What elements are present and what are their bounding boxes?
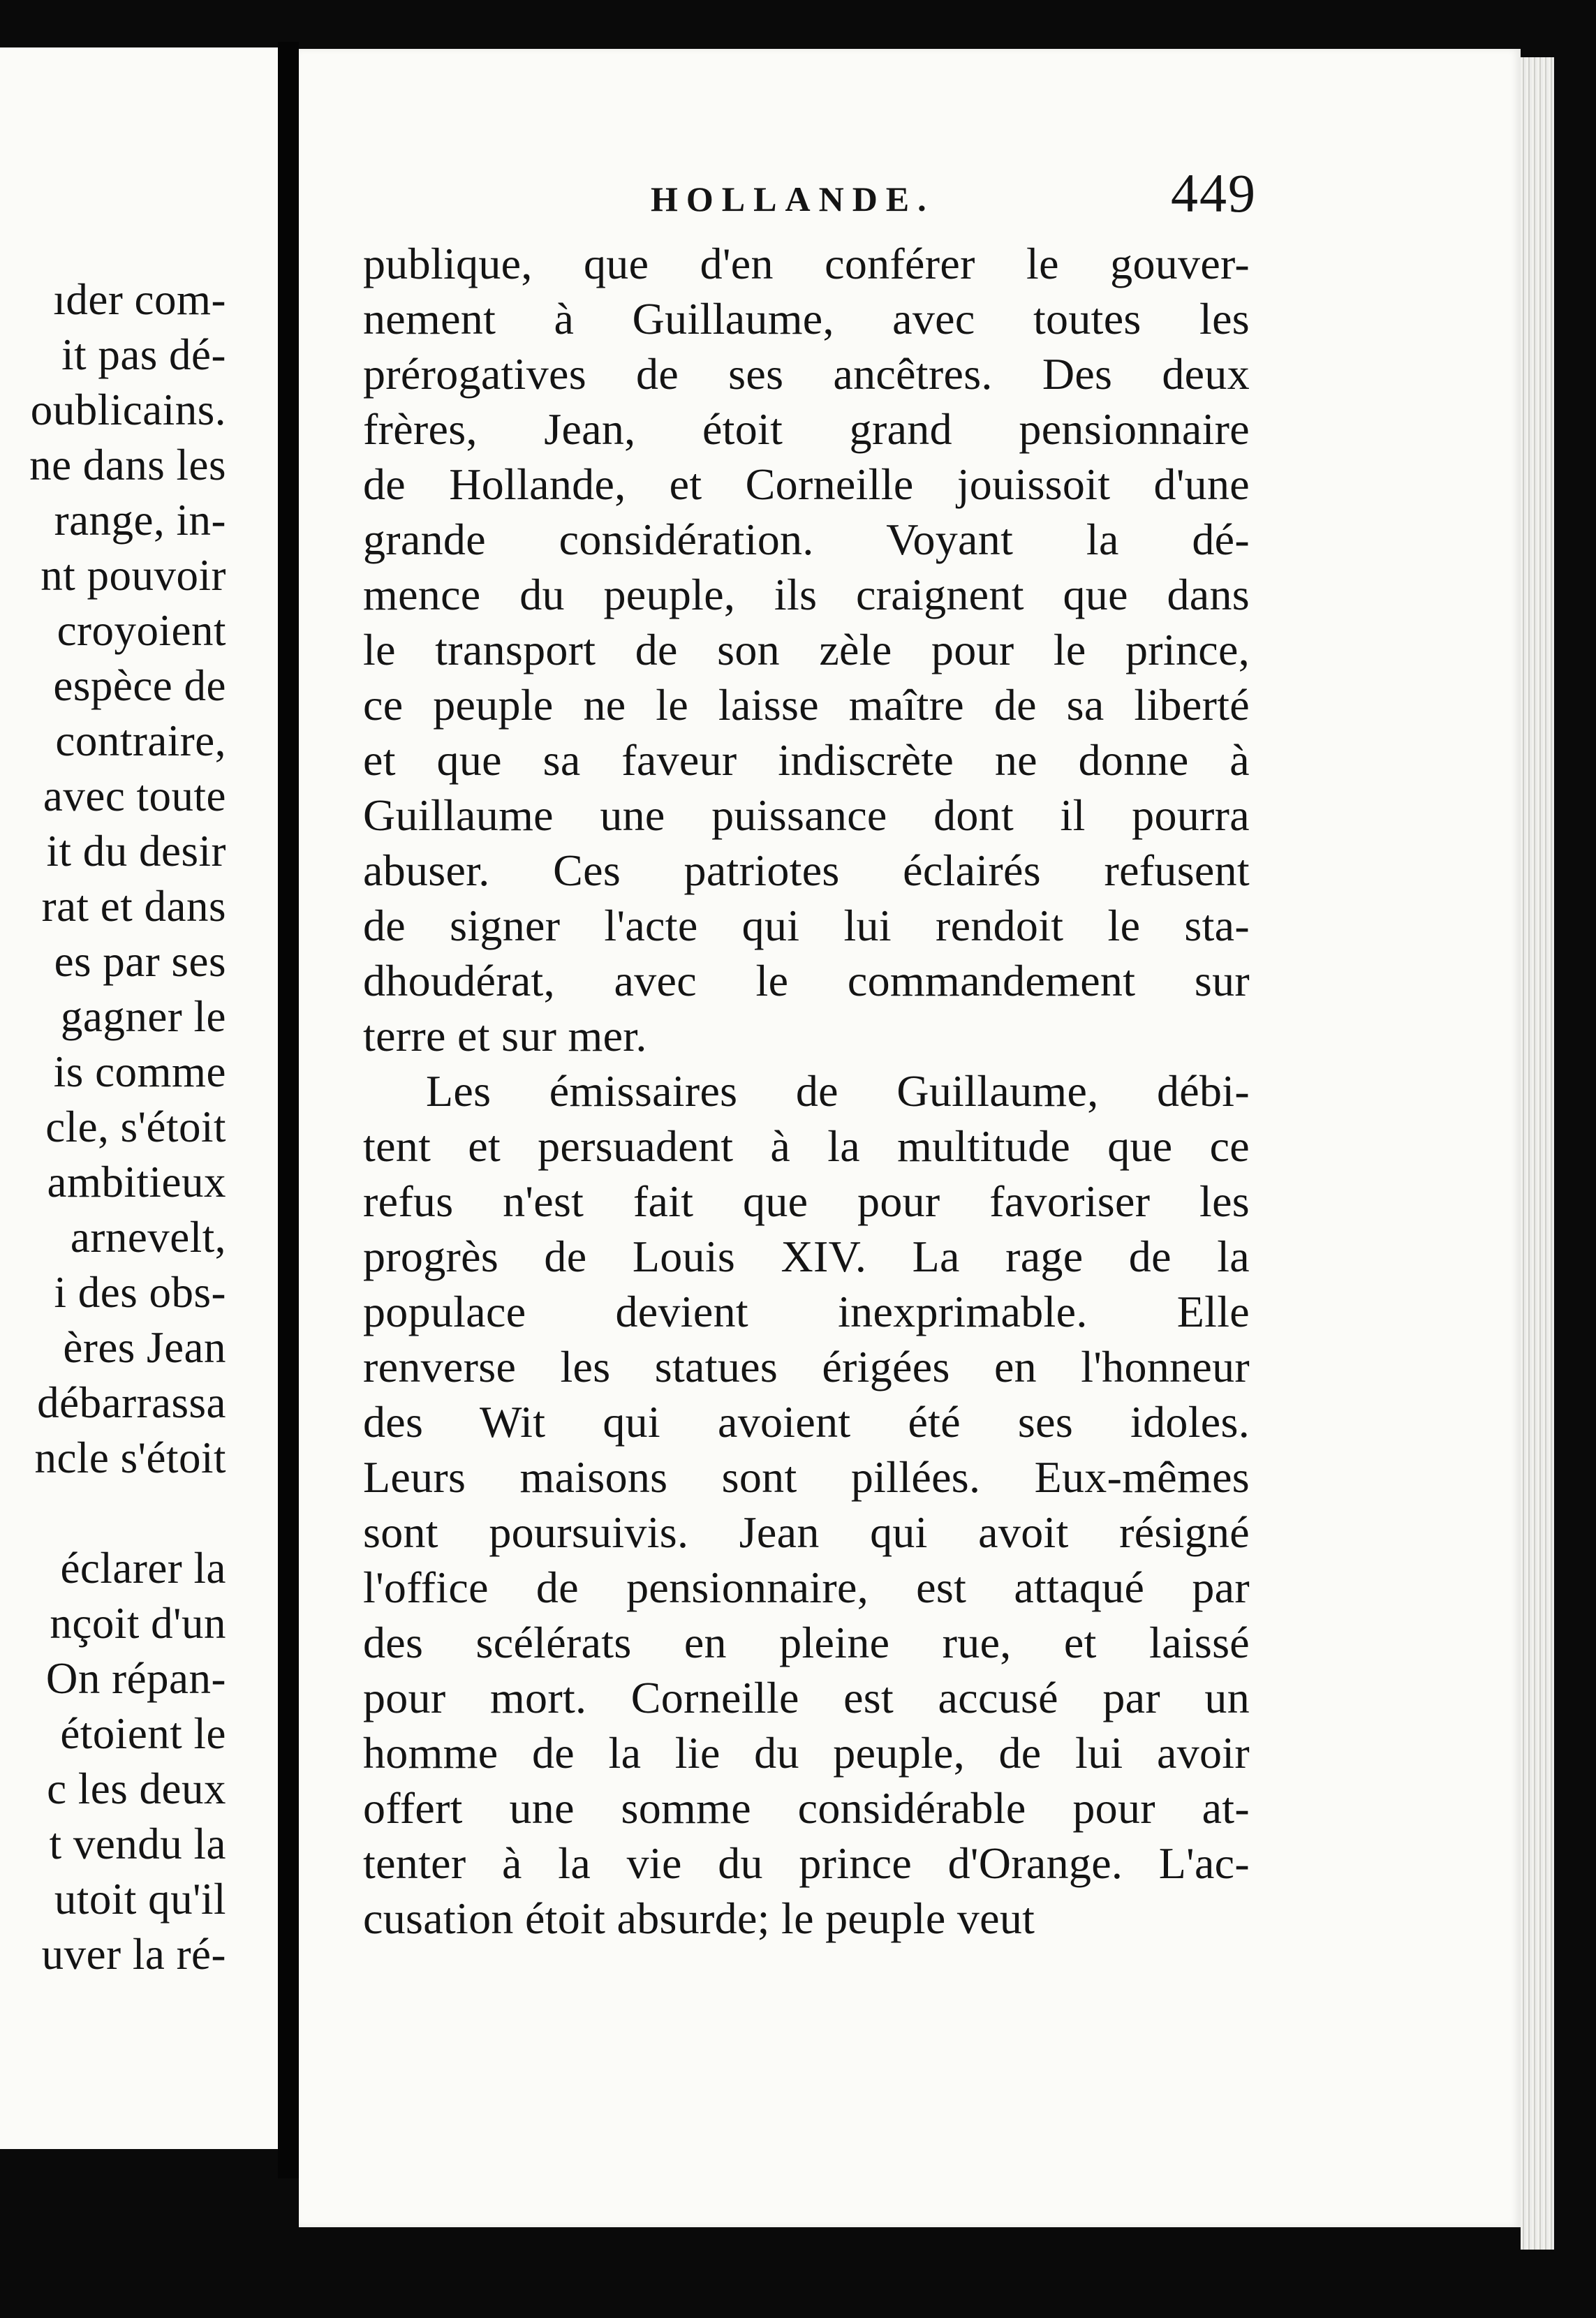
text-line: prérogatives de ses ancêtres. Des deux	[363, 349, 1250, 399]
left-text-line: On répan-	[45, 1654, 226, 1703]
left-text-line: c les deux	[47, 1764, 226, 1813]
text-line: Guillaume une puissance dont il pourra	[363, 790, 1250, 840]
left-text-line: gagner le	[60, 992, 226, 1041]
text-line: mence du peuple, ils craignent que dans	[363, 570, 1250, 619]
text-line: cusation étoit absurde; le peuple veut	[363, 1893, 1035, 1943]
left-text-line: t vendu la	[49, 1819, 226, 1868]
text-line: de signer l'acte qui lui rendoit le sta-	[363, 901, 1250, 950]
text-line: tenter à la vie du prince d'Orange. L'ac-	[363, 1838, 1250, 1888]
text-line: offert une somme considérable pour at-	[363, 1783, 1250, 1833]
text-line: des scélérats en pleine rue, et laissé	[363, 1618, 1250, 1667]
left-text-line: es par ses	[54, 937, 226, 986]
left-text-line: it pas dé-	[61, 330, 226, 379]
running-title: HOLLANDE.	[651, 179, 935, 219]
body-text	[363, 236, 1250, 1946]
left-text-line: débarrassa	[37, 1378, 226, 1427]
left-text-line: utoit qu'il	[54, 1875, 226, 1924]
left-text-line: cle, s'étoit	[45, 1102, 226, 1151]
text-line: nement à Guillaume, avec toutes les	[363, 294, 1250, 344]
text-line: le transport de son zèle pour le prince,	[363, 625, 1250, 674]
left-text-line: arnevelt,	[70, 1213, 226, 1262]
left-text-line: espèce de	[53, 661, 226, 710]
left-text-line: ambitieux	[47, 1158, 226, 1206]
left-text-line: contraire,	[55, 716, 226, 765]
left-text-line: avec toute	[43, 772, 226, 820]
text-line: dhoudérat, avec le commandement sur	[363, 956, 1250, 1005]
text-line: Leurs maisons sont pillées. Eux-mêmes	[363, 1452, 1250, 1502]
page-number: 449	[1171, 163, 1257, 223]
page-edges	[1521, 57, 1554, 2250]
text-line: tent et persuadent à la multitude que ce	[363, 1121, 1250, 1171]
text-line: des Wit qui avoient été ses idoles.	[363, 1397, 1250, 1447]
book-gutter	[278, 42, 299, 2178]
text-line: ce peuple ne le laisse maître de sa liberté	[363, 680, 1250, 730]
page-header	[363, 163, 1257, 243]
left-text-line: ères Jean	[63, 1323, 226, 1372]
text-line: renverse les statues érigées en l'honneur	[363, 1342, 1250, 1391]
left-text-line: it du desir	[46, 827, 226, 876]
left-text-line: range, in-	[54, 496, 226, 545]
left-text-line: ne dans les	[29, 441, 226, 489]
left-text-line: croyoient	[57, 606, 226, 655]
text-line: Les émissaires de Guillaume, débi-	[426, 1066, 1250, 1116]
left-text-line	[0, 1486, 226, 1541]
left-text-line: nçoit d'un	[50, 1599, 226, 1648]
left-page-text	[0, 272, 226, 1982]
left-text-line: ıder com-	[53, 275, 226, 324]
left-text-line: oublicains.	[30, 385, 226, 434]
text-line: grande considération. Voyant la dé-	[363, 515, 1250, 564]
text-line: populace devient inexprimable. Elle	[363, 1287, 1250, 1336]
text-line: homme de la lie du peuple, de lui avoir	[363, 1728, 1250, 1778]
left-text-line: rat et dans	[41, 882, 226, 931]
left-text-line: is comme	[53, 1047, 226, 1096]
left-page	[0, 47, 278, 2149]
left-text-line: nt pouvoir	[40, 551, 226, 600]
text-line: pour mort. Corneille est accusé par un	[363, 1673, 1250, 1722]
text-line: frères, Jean, étoit grand pensionnaire	[363, 404, 1250, 454]
text-line: refus n'est fait que pour favoriser les	[363, 1176, 1250, 1226]
text-line: terre et sur mer.	[363, 1011, 647, 1061]
text-line: progrès de Louis XIV. La rage de la	[363, 1232, 1250, 1281]
left-text-line: uver la ré-	[41, 1930, 226, 1979]
text-line: publique, que d'en conférer le gouver-	[363, 239, 1250, 288]
text-line: et que sa faveur indiscrète ne donne à	[363, 735, 1250, 785]
left-text-line: ncle s'étoit	[34, 1433, 226, 1482]
left-text-line: étoient le	[60, 1709, 226, 1758]
left-text-line: éclarer la	[60, 1544, 226, 1593]
left-text-line: i des obs-	[54, 1268, 226, 1317]
text-line: de Hollande, et Corneille jouissoit d'une	[363, 459, 1250, 509]
text-line: abuser. Ces patriotes éclairés refusent	[363, 846, 1250, 895]
text-line: l'office de pensionnaire, est attaqué par	[363, 1563, 1250, 1612]
text-line: sont poursuivis. Jean qui avoit résigné	[363, 1507, 1250, 1557]
